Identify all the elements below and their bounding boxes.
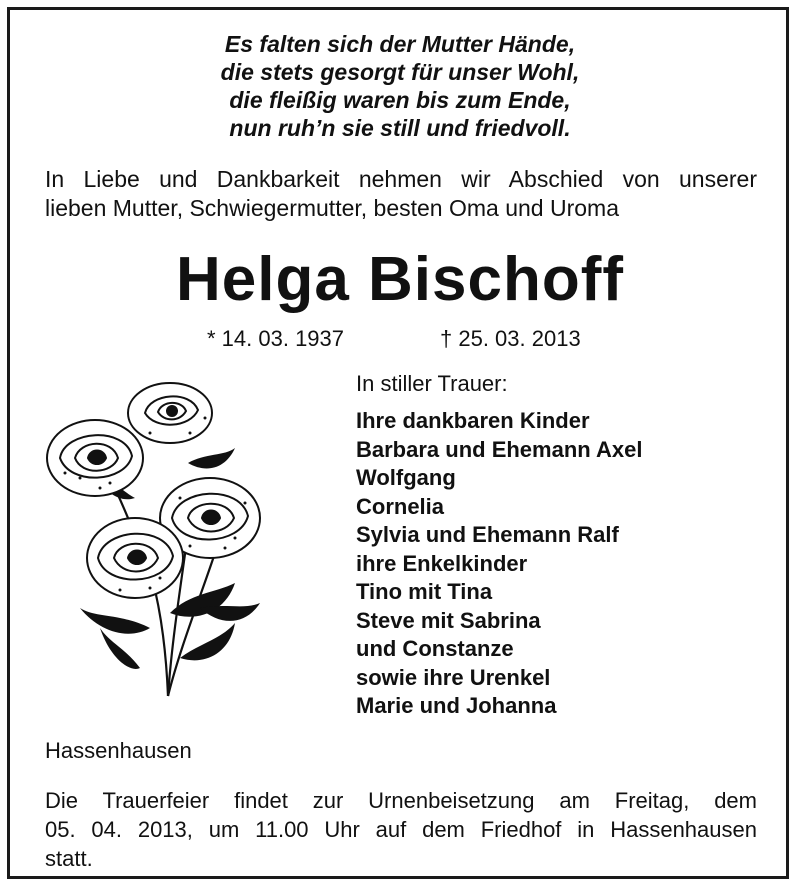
ceremony-line: Die Trauerfeier findet zur Urnenbeisetzung am Freitag, dem: [45, 788, 757, 813]
ceremony-line: statt.: [45, 846, 93, 871]
poem-line: die fleißig waren bis zum Ende,: [229, 87, 571, 113]
ceremony-line: 05. 04. 2013, um 11.00 Uhr auf dem Friedhof in Hassenhausen: [45, 817, 757, 842]
mourning-heading: In stiller Trauer:: [356, 371, 508, 396]
rose-left: [47, 420, 143, 496]
death-date: † 25. 03. 2013: [440, 326, 581, 351]
mourner-line: ihre Enkelkinder: [356, 550, 528, 576]
leaf: [100, 628, 140, 669]
rose-bottom: [87, 518, 183, 598]
poem-line: die stets gesorgt für unser Wohl,: [220, 59, 580, 85]
mourner-line: Sylvia und Ehemann Ralf: [356, 522, 619, 547]
mourner-line: Barbara und Ehemann Axel: [356, 436, 643, 462]
roses-illustration: [40, 378, 265, 703]
intro-text: [45, 165, 757, 223]
mourner-line: sowie ihre Urenkel: [356, 664, 551, 690]
birth-date: * 14. 03. 1937: [207, 326, 345, 351]
place-name: Hassenhausen: [45, 738, 192, 763]
mourner-line: Tino mit Tina: [356, 579, 493, 604]
poem-line: nun ruh’n sie still und friedvoll.: [229, 115, 571, 141]
intro-line: lieben Mutter, Schwiegermutter, besten Oma und Uroma: [45, 195, 620, 221]
mourner-line: Steve mit Sabrina: [356, 607, 541, 633]
intro-line: In Liebe und Dankbarkeit nehmen wir Abschied von unserer: [45, 166, 757, 192]
mourners-list: [356, 407, 642, 721]
poem-line: Es falten sich der Mutter Hände,: [224, 31, 576, 57]
mourner-line: Cornelia: [356, 493, 445, 519]
mourner-line: Ihre dankbaren Kinder: [356, 408, 590, 433]
ceremony-text: [45, 786, 757, 873]
leaf: [80, 608, 150, 634]
poem: [0, 30, 800, 142]
mourner-line: Wolfgang: [356, 465, 456, 490]
rose-top: [128, 383, 212, 443]
deceased-name: Helga Bischoff: [175, 245, 625, 314]
mourner-line: und Constanze: [356, 636, 514, 661]
mourner-line: Marie und Johanna: [356, 693, 557, 718]
leaf: [188, 448, 235, 468]
